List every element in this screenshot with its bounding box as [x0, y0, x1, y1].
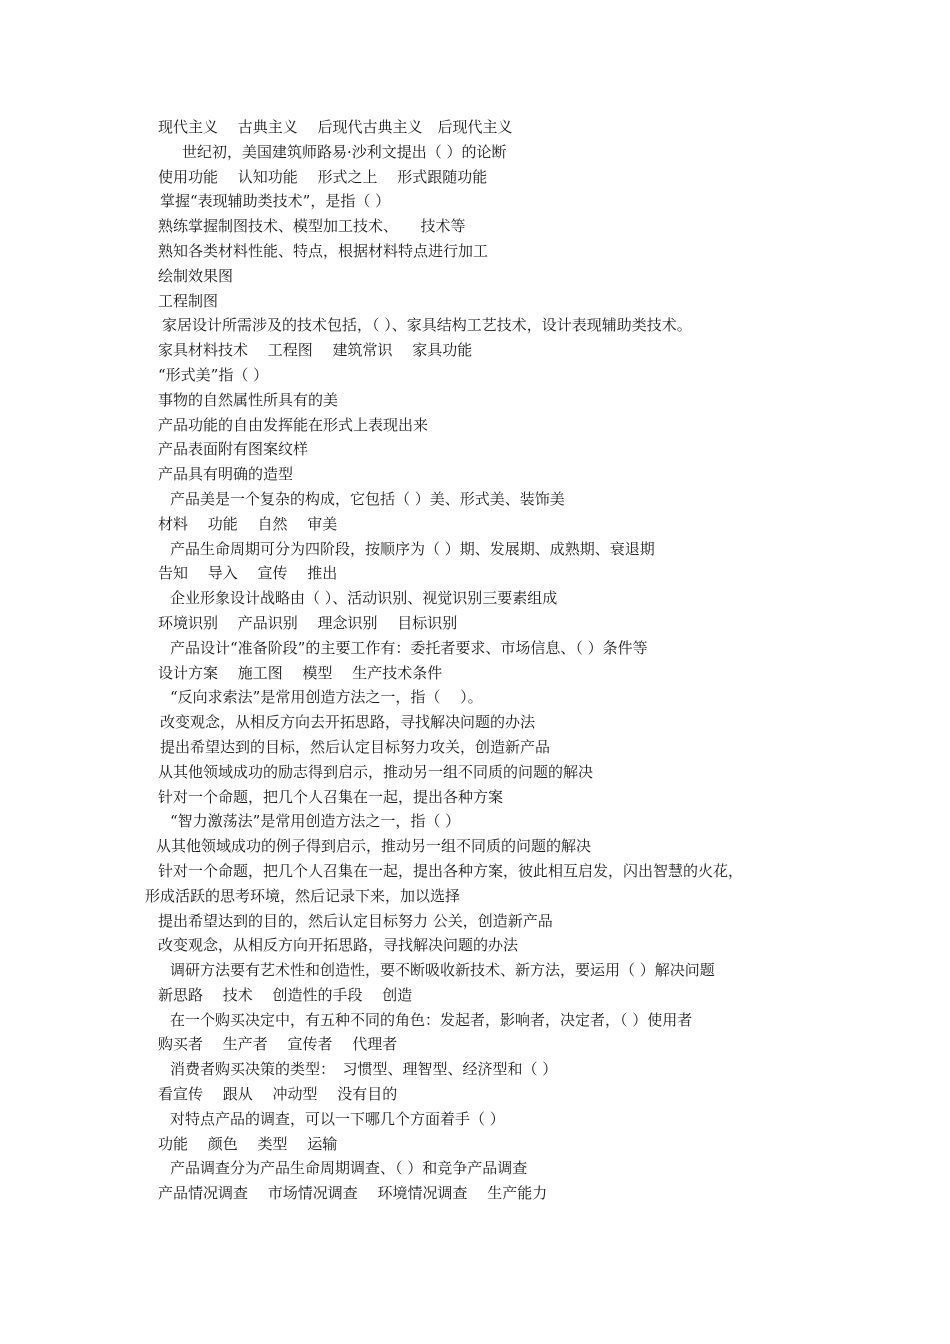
text-line: 产品调查分为产品生命周期调查、（ ）和竞争产品调查 — [170, 1159, 528, 1178]
text-line: 掌握“表现辅助类技术”，是指（ ） — [160, 192, 391, 211]
text-line: 消费者购买决策的类型： 习惯型、理智型、经济型和（ ） — [170, 1060, 558, 1079]
text-line: 看宣传 跟从 冲动型 没有目的 — [158, 1085, 398, 1104]
text-line: 设计方案 施工图 模型 生产技术条件 — [158, 663, 443, 682]
text-line: “反向求索法”是常用创造方法之一，指（ ）。 — [170, 688, 483, 707]
text-line: 产品具有明确的造型 — [158, 465, 294, 484]
text-line: “形式美”指（ ） — [158, 365, 269, 384]
text-line: 改变观念，从相反方向开拓思路，寻找解决问题的办法 — [158, 936, 519, 955]
text-line: 购买者 生产者 宣传者 代理者 — [158, 1035, 398, 1054]
text-line: 家具材料技术 工程图 建筑常识 家具功能 — [158, 341, 473, 360]
text-line: 熟知各类材料性能、特点，根据材料特点进行加工 — [158, 241, 489, 260]
text-line: 告知 导入 宣传 推出 — [158, 564, 338, 583]
text-line: 世纪初，美国建筑师路易·沙利文提出（ ）的论断 — [182, 142, 507, 161]
text-line: 改变观念，从相反方向去开拓思路，寻找解决问题的办法 — [160, 713, 536, 732]
text-line: 产品情况调查 市场情况调查 环境情况调查 生产能力 — [158, 1184, 548, 1203]
text-line: 提出希望达到的目标，然后认定目标努力攻关，创造新产品 — [160, 737, 551, 756]
text-line: 对特点产品的调查，可以一下哪几个方面着手（ ） — [170, 1109, 505, 1128]
text-line: 企业形象设计战略由（ ）、活动识别、视觉识别三要素组成 — [170, 589, 558, 608]
text-line: 新思路 技术 创造性的手段 创造 — [158, 985, 413, 1004]
text-line: 产品表面附有图案纹样 — [158, 440, 309, 459]
text-line: 产品美是一个复杂的构成，它包括（ ）美、形式美、装饰美 — [170, 489, 565, 508]
text-line: 使用功能 认知功能 形式之上 形式跟随功能 — [158, 167, 488, 186]
text-line: “智力激荡法”是常用创造方法之一，指（ ） — [170, 812, 461, 831]
text-line: 事物的自然属性所具有的美 — [158, 390, 339, 409]
text-line: 工程制图 — [158, 291, 219, 310]
text-line: 熟练掌握制图技术、模型加工技术、 技术等 — [158, 217, 466, 236]
text-line: 材料 功能 自然 审美 — [158, 514, 338, 533]
document-body — [0, 115, 950, 1206]
text-line: 产品生命周期可分为四阶段，按顺序为（ ）期、发展期、成熟期、衰退期 — [170, 539, 655, 558]
text-line: 针对一个命题，把几个人召集在一起，提出各种方案，彼此相互启发，闪出智慧的火花， — [158, 861, 744, 880]
text-line: 现代主义 古典主义 后现代古典主义 后现代主义 — [158, 118, 513, 136]
text-line: 从其他领域成功的例子得到启示，推动另一组不同质的问题的解决 — [156, 837, 592, 856]
text-line: 功能 颜色 类型 运输 — [158, 1134, 338, 1153]
text-line: 绘制效果图 — [158, 266, 234, 285]
text-line: 产品功能的自由发挥能在形式上表现出来 — [158, 415, 429, 434]
text-line: 调研方法要有艺术性和创造性，要不断吸收新技术、新方法，要运用（ ）解决问题 — [170, 961, 715, 980]
text-line: 家居设计所需涉及的技术包括，（ ）、家具结构工艺技术，设计表现辅助类技术。 — [162, 316, 692, 335]
text-line: 环境识别 产品识别 理念识别 目标识别 — [158, 613, 458, 632]
text-line: 提出希望达到的目的，然后认定目标努力 公关，创造新产品 — [158, 911, 553, 930]
text-line: 形成活跃的思考环境，然后记录下来，加以选择 — [145, 886, 461, 905]
text-line: 产品设计“准备阶段”的主要工作有：委托者要求、市场信息、（ ）条件等 — [170, 638, 648, 657]
text-line: 从其他领域成功的励志得到启示，推动另一组不同质的问题的解决 — [158, 762, 594, 781]
text-line: 针对一个命题，把几个人召集在一起，提出各种方案 — [158, 787, 504, 806]
text-line: 在一个购买决定中，有五种不同的角色：发起者，影响者，决定者，（ ）使用者 — [170, 1010, 693, 1029]
